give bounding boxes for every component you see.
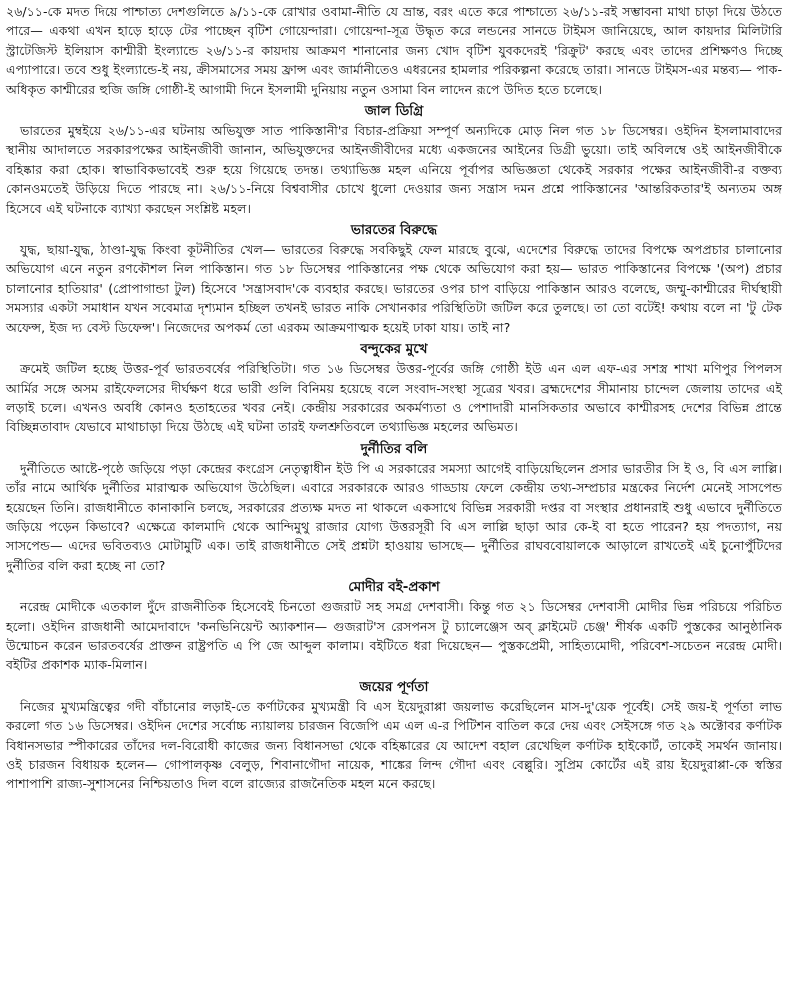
section-heading: বন্দুকের মুখে [360, 341, 428, 358]
news-section-fake-degree [6, 101, 782, 218]
news-section-victory [6, 677, 782, 794]
news-section-corruption [6, 439, 782, 575]
news-section-europe [6, 2, 782, 99]
section-body: ভারতের মুম্বইয়ে ২৬/১১-এর ঘটনায় অভিযুক্ত সাত পাকিস্তানী'র বিচার-প্রক্রিয়া সম্পূর্ণ অন্যদিকে মোড় নিল গত ১৮ ডিসেম্বর। ওইদিন ইসলামাবাদের স্থানীয় আদালতে সরকারপক্ষের আইনজীবী জানান, অভিযুক্তদের আইনজীবীদের মধ্যে একজনের আইনের ডিগ্রী ভুয়ো। তাই অবিলম্বে ওই আইনজীবীকে বহিষ্কার করা হোক। স্বাভাবিকভাবেই শুরু হয়ে গিয়েছে তদন্ত। তথ্যাভিজ্ঞ মহল এনিয়ে পূর্বাপর অভিজ্ঞতা থেকেই সরকার পক্ষের আইনজীবী-র বক্তব্য কোনওমতেই উড়িয়ে দিতে পারছে না। ২৬/১১-নিয়ে বিশ্ববাসীর চোখে ধুলো দেওয়ার জন্য সন্ত্রাস দমন প্রশ্নে পাকিস্তানের 'আন্তরিকতার'ই অন্যতম অঙ্গ হিসেবে এই ঘটনাকে ব্যাখ্যা করছেন সংশ্লিষ্ট মহল। [6, 123, 782, 216]
section-heading: জয়ের পূর্ণতা [359, 678, 429, 695]
news-section-gunpoint [6, 339, 782, 437]
section-heading: দুর্নীতির বলি [360, 440, 428, 457]
section-heading: মোদীর বই-প্রকাশ [348, 579, 440, 596]
section-body: ক্রমেই জটিল হচ্ছে উত্তর-পূর্ব ভারতবর্ষের পরিস্থিতিটা। গত ১৬ ডিসেম্বর উত্তর-পূর্বের জঙ্গি গোষ্ঠী ইউ এন এল এফ-এর সশস্ত্র শাখা মণিপুর পিপলস আর্মির সঙ্গে অসম রাইফেলসের দীর্ঘক্ষণ ধরে ভারী গুলি বিনিময় হয়েছে বলে সংবাদ-সংস্থা সূত্রের খবর। ব্রহ্মদেশের সীমানায় চান্দেল জেলায় তাদের এই লড়াই চলে। এখনও অবধি কোনও হতাহতের খবর নেই। কেন্দ্রীয় সরকারের অকর্মণ্যতা ও পেশাদারী মানসিকতার অভাবে কাশ্মীরসহ দেশের বিভিন্ন প্রান্তে বিচ্ছিন্নতাবাদ যেভাবে মাথাচাড়া দিয়ে উঠছে এই ঘটনা তারই ফলশ্রুতিবলে তথ্যাভিজ্ঞ মহলের অভিমত। [6, 361, 782, 435]
section-body: যুদ্ধ, ছায়া-যুদ্ধ, ঠাণ্ডা-যুদ্ধ কিংবা কূটনীতির খেল— ভারতের বিরুদ্ধে সবকিছুই ফেল মারছে বুঝে, এদেশের বিরুদ্ধে তাদের বিপক্ষে অপপ্রচার চালানোর অভিযোগ এনে নতুন রণকৌশল নিল পাকিস্তান। গত ১৮ ডিসেম্বর পাকিস্তানের পক্ষ থেকে অভিযোগ করা হয়— ভারত পাকিস্তানের বিপক্ষে '(অপ) প্রচার চালানোর হাতিয়ার' (প্রোপাগান্ডা টুল) হিসেবে 'সন্ত্রাসবাদ'কে ব্যবহার করছে। ভারতের ওপর চাপ বাড়িয়ে পাকিস্তান আরও বলেছে, জম্মু-কাশ্মীরের দীর্ঘস্থায়ী সমস্যার একটা সমাধান যখন সবেমাত্র দৃশ্যমান হচ্ছিল তখনই ভারত নাকি সেখানকার পরিস্থিতিটা জটিল করে তুলছে। তা তো বটেই! কথায় বলে না 'টু টেক অফেন্স, ইজ দ্য বেস্ট ডিফেন্স'। নিজেদের অপকর্ম তো এরকম আক্রমণাত্মক হয়েই ঢাকা যায়। তাই না? [6, 242, 782, 335]
section-body: নরেন্দ্র মোদীকে এতকাল দুঁদে রাজনীতিক হিসেবেই চিনতো গুজরাট সহ সমগ্র দেশবাসী। কিন্তু গত ২১ ডিসেম্বর দেশবাসী মোদীর ভিন্ন পরিচয়ে পরিচিত হলো। ওইদিন রাজধানী আমেদাবাদে 'কনভিনিয়েন্ট অ্যাকশান— গুজরাট'স রেসপনস টু চ্যালেঞ্জেস অব্ ক্লাইমেট চেঞ্জ' শীর্ষক একটি পুস্তকের আনুষ্ঠানিক উন্মোচন করেন ভারতবর্ষের প্রাক্তন রাষ্ট্রপতি এ পি জে আব্দুল কালাম। বইটিতে ধরা দিয়েছেন— পুস্তকপ্রেমী, সাহিত্যমোদী, পরিবেশ-সচেতন নরেন্দ্র মোদী। বইটির প্রকাশক ম্যাক-মিলান। [6, 599, 782, 673]
news-section-against-india [6, 220, 782, 337]
section-body: দুর্নীতিতে আষ্টে-পৃষ্ঠে জড়িয়ে পড়া কেন্দ্রের কংগ্রেস নেতৃত্বাধীন ইউ পি এ সরকারের সমস্যা আগেই বাড়িয়েছিলেন প্রসার ভারতীর সি ই ও, বি এস লাল্লি। তাঁর নামে আর্থিক দুর্নীতির মারাত্মক অভিযোগ উঠেছিল। এবারে সরকারকে আরও গাড্ডায় ফেলে কেন্দ্রীয় তথ্য-সম্প্রচার মন্ত্রকের নির্দেশ মেনেই সাসপেন্ড হয়েছেন তিনি। রাজধানীতে কানাকানি চলছে, সরকারের প্রত্যক্ষ মদত না থাকলে একসাথে বিভিন্ন সরকারী দপ্তর বা সংস্থার প্রধানরাই শুধু এভাবে দুর্নীতিতে জড়িয়ে পড়েন কিভাবে? এক্ষেত্রে কালমাদি থেকে আন্দিমুথু রাজার যোগ্য উত্তরসূরী বি এস লাল্লি ছাড়া আর কে-ই বা হতে পারেন? হয় পদত্যাগ, নয় সাসপেন্ড— এদের ভবিতব্যও মোটামুটি এক। তাই রাজধানীতে সেই প্রশ্নটা হাওয়ায় ভাসছে— দুর্নীতির রাঘববোয়ালকে আড়ালে রাখতেই এই চুনোপুঁটিদের দুর্নীতির বলি করা হচ্ছে না তো? [6, 460, 782, 573]
section-heading: ভারতের বিরুদ্ধে [350, 222, 438, 239]
section-body: ২৬/১১-কে মদত দিয়ে পাশ্চাত্য দেশগুলিতে ৯/১১-কে রোখার ওবামা-নীতি যে ভ্রান্ত, বরং এতে করে পাশ্চাত্যে ২৬/১১-রই সম্ভাবনা মাথা চাড়া দিয়ে উঠতে পারে— একথা এখন হাড়ে হাড়ে টের পাচ্ছেন বৃটিশ গোয়েন্দারা। গোয়েন্দা-সূত্র উদ্ধৃত করে লন্ডনের সানডে টাইমস জানিয়েছে, আল কায়দার মিলিটারি স্ট্রাটেজিস্ট ইলিয়াস কাশ্মীরী ইংল্যান্ডে ২৬/১১-র কায়দায় আক্রমণ শানানোর জন্য খোদ বৃটিশ যুবকদেরই 'রিক্রুট' করছে এবং তাদের প্রশিক্ষণও দিচ্ছে এপ্যাপারে। তবে শুধু ইংল্যান্ডে-ই নয়, ক্রীসমাসের সময় ফ্রান্স এবং জার্মানীতেও এধরনের হামলার পরিকল্পনা করেছে তারা। সানডে টাইমস-এর মন্তব্য— পাক-অধিকৃত কাশ্মীরের হুজি জঙ্গি গোষ্ঠী-ই আগামী দিনে ইসলামী দুনিয়ায় নতুন ওসামা বিন লাদেন রূপে উদিত হতে চলেছে। [6, 4, 782, 97]
news-section-modi-book [6, 577, 782, 675]
section-body: নিজের মুখ্যমন্ত্রিত্বের গদী বাঁচানোর লড়াই-তে কর্ণাটকের মুখ্যমন্ত্রী বি এস ইয়েদুরাপ্পা জয়লাভ করেছিলেন মাস-দু'য়েক পূর্বেই। সেই জয়-ই পূর্ণতা লাভ করলো গত ১৬ ডিসেম্বর। ওইদিন দেশের সর্বোচ্চ ন্যায়ালয় চারজন বিজেপি এম এল এ-র পিটিশন বাতিল করে দেয় এবং সেইসঙ্গে গত ২৯ অক্টোবর কর্ণাটক বিধানসভার স্পীকারের তাঁদের দল-বিরোধী কাজের জন্য বিধানসভা থেকে বহিষ্কারের যে আদেশ বহাল রেখেছিল কর্ণাটক হাইকোর্ট, তাকেই সমর্থন জানায়। ওই চারজন বিধায়ক হলেন— গোপালকৃষ্ণ বেলুড়, শিবানাগৌদা নায়েক, শাঙ্কের লিন্দ গৌদা এবং বেল্লুরি। সুপ্রিম কোর্টের এই রায় ইয়েদুরাপ্পা-কে স্বস্তির পাশাপাশি রাজ্য-সুশাসনের নিশ্চিয়তাও দিল বলে রাজ্যের রাজনৈতিক মহল মনে করছে। [6, 698, 782, 792]
section-heading: জাল ডিগ্রি [364, 103, 424, 120]
